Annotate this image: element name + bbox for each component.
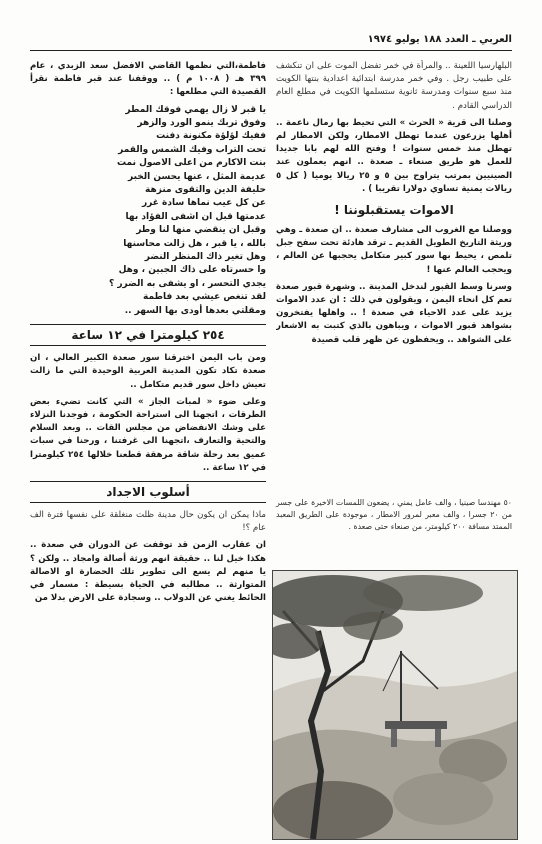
- paragraph: ان عقارب الزمن قد توقفت عن الدوران في صعدة .. هكذا خيل لنا .. حقيقة انهم ورثة أصالة وامجاد .. ولكن ؟ يا منهم لم يسع الى تطوير تلك الحضارة او الاصالة المتوارثة .. مطالبه في الحياة بسيطة : مسمار في الحائط يغني عن الدولاب .. وسجادة على الارض بدلا من: [30, 540, 266, 604]
- running-header: العربي ـ العدد ١٨٨ يوليو ١٩٧٤: [367, 34, 512, 45]
- paragraph: ووصلنا مع الغروب الى مشارف صعدة .. ان صعدة ـ وهي وريثة التاريخ الطويل القديم ـ ترقد هادئة تحت سفح جبل تلمص ، يحيط بها سور كبير متكامل يحجبها عن العالم ، ويحجب العالم عنها !: [276, 225, 512, 275]
- poem-line: تحت التراب وفيك الشمس والقمر: [118, 144, 266, 155]
- poem-line: وهل تغير ذاك المنظر النضر: [144, 252, 266, 263]
- section-heading: أسلوب الاجداد: [30, 481, 266, 503]
- poem-line: وفوق تربك ينمو الورد والزهر: [137, 118, 266, 129]
- left-column: [30, 60, 266, 800]
- section-heading: ٢٥٤ كيلومترا في ١٢ ساعة: [30, 324, 266, 346]
- right-column: [276, 60, 512, 465]
- poem-line: ومقلتي بعدها أودى بها السهر ..: [124, 305, 266, 316]
- poem-line: عن كل عيب نماها سادة غرر: [141, 198, 266, 209]
- poem: [30, 104, 266, 319]
- photo-caption: ٥٠ مهندسا صينيا ، والف عامل يمني ، يضعون اللمسات الاخيرة على جسر من ٢٠ جسرا ، والف معبر لمرور الامطار ، موجودة على الطريق المعبد الممتد مسافة ٢٠٠ كيلومتر، من صنعاء حتى صعدة .: [276, 498, 512, 531]
- poem-line: وقبل ان ينقضي منها لنا وطر: [136, 225, 266, 236]
- poem-line: ففيك لؤلؤة مكنونة دفنت: [156, 131, 266, 142]
- poem-line: بالله ، يا قبر ، هل زالت محاسنها: [123, 238, 266, 249]
- paragraph: ماذا يمكن ان يكون حال مدينة ظلت منغلقة على نفسها فترة الف عام ؟!: [30, 509, 266, 534]
- poem-line: حليفة الدين والتقوى منزهة: [145, 185, 266, 196]
- paragraph: وعلى ضوء « لمبات الجاز » التي كانت تضيء بعض الطرقات ، اتجهنا الى استراحة الحكومة ، فوجدنا النزلاء على وشك الانفضاض من مجلس القات .. وبعد السلام والتحية والتعارف ،اتجهنا الى غرفتنا ، ورحنا في سبات عميق بعد رحلة شاقة مرهقة قطعنا خلالها ٢٥٤ كيلومترا في ١٢ ساعة ..: [30, 396, 266, 473]
- poem-line: يجدي التحسر ، او يشفى به الضرر ؟: [108, 278, 266, 289]
- poem-line: عدمتها قبل ان اشفى الفؤاد بها: [125, 211, 266, 222]
- poem-line: وا حسرتاه على ذاك الجبين ، وهل: [118, 265, 266, 276]
- poem-line: عديمة المثل ، عنها يحسن الخبر: [128, 171, 266, 182]
- paragraph: وصلنا الى قرية « الحرث » التي تحيط بها رمال ناعمة .. أهلها يزرعون عندما تهطل الامطار، ولكن الامطار لم تهطل منذ خمس سنوات ! وفتح الله لهم بابا جديدا للعمل هو طريق صنعاء ـ صعدة .. انهم يعملون عند الصينيين بمرتب يتراوح بين ٥ و ٢٥ ريالا يوميا ( كل ٥ ريالات يمنية تساوي دولارا تقريبا ) .: [276, 117, 512, 194]
- poem-line: بنت الاكارم من اعلى الاصول نمت: [117, 158, 266, 169]
- construction-site-photo: [272, 570, 518, 840]
- header-rule: [30, 50, 512, 51]
- paragraph: ومن باب اليمن اخترقنا سور صعدة الكبير العالي ، ان صعدة تكاد تكون المدينة العربية الوحيدة التي ما زالت تعيش داخل سور قديم متكامل ..: [30, 353, 266, 390]
- section-heading: الاموات يستقبلوننا !: [334, 203, 454, 218]
- paragraph: وسرنا وسط القبور لندخل المدينة .. وشهرة قبور صعدة تعم كل انحاء اليمن ، ويقولون في ذلك : ان عدد الاموات يزيد على عدد الاحياء في صعدة ! .. واهلها يفتخرون بشواهد قبور الاموات ، ويباهون بالذي كتبت به الاشعار على الشواهد .. ويحفظون عن ظهر قلب قصيدة: [276, 281, 512, 345]
- paragraph: فاطمة،التي نظمها القاضي الافضل سعد الزبدي ، عام ٣٩٩ هـ ( ١٠٠٨ م ) .. ووقفنا عند قبر فاطمة نقرأ القصيدة التي مطلعها :: [30, 61, 266, 98]
- paragraph: البلهارسيا اللعينة .. والمرأة في خمر تفضل الموت على ان تنكشف على طبيب رجل . وفي خمر مدرسة ابتدائية اعدادية بنتها الكويت منذ سبع سنوات ومدرسة ثانوية ستسلمها الكويت في مطلع العام الدراسي القادم .: [276, 61, 512, 111]
- poem-line: لقد تنغص عيشي بعد فاطمة: [143, 292, 266, 303]
- poem-line: يا قبر لا زال يهمي فوقك المطر: [125, 104, 266, 115]
